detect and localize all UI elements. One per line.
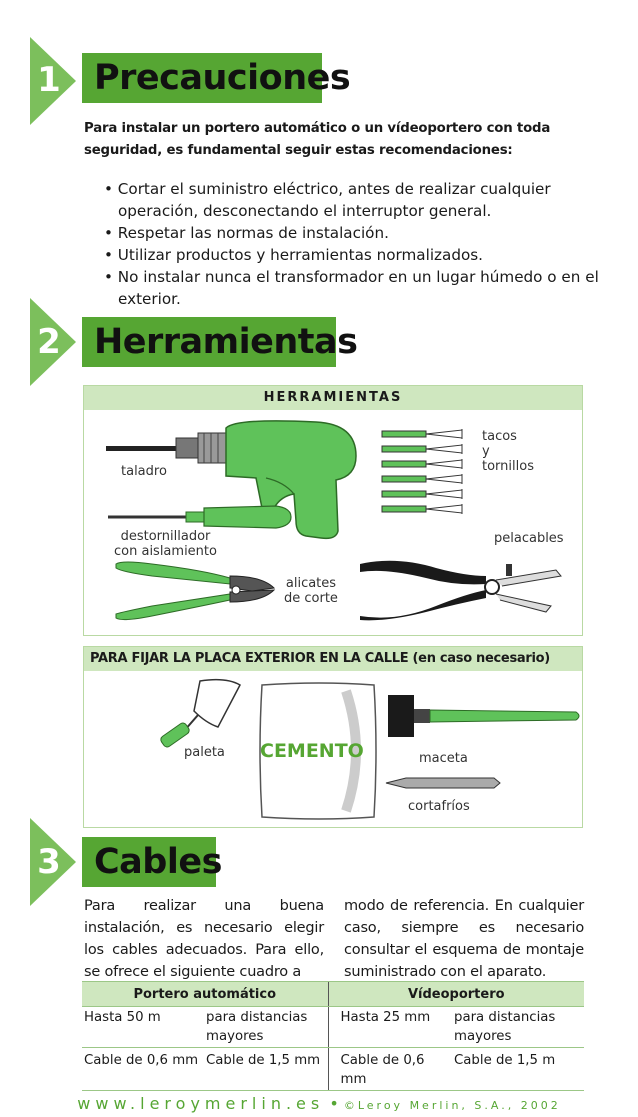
table-header: Portero automático [82,982,328,1007]
screwdriver-label-line-2: con aislamiento [114,544,217,559]
footer-copyright: ©Leroy Merlin, S.A., 2002 [343,1099,561,1112]
screwdriver-label-line-1: destornillador [120,529,211,544]
pliers-label-line-1: alicates [285,576,337,591]
table-cell: Cable de 0,6 mm [82,1048,204,1091]
list-item: • No instalar nunca el transformador en un lugar húmedo o en el exterior. [104,266,604,310]
wire-stripper-icon [356,554,568,626]
table-header: Vídeoportero [328,982,584,1007]
trowel-label: paleta [184,745,225,760]
table-header-row [82,982,584,1007]
trowel-icon [156,675,246,755]
pliers-icon [112,558,282,628]
table-cell: Cable de 1,5 mm [204,1048,328,1091]
table-cell: Hasta 50 m [82,1007,204,1048]
table-row [82,1048,584,1091]
footer-url[interactable]: www.leroymerlin.es [77,1094,325,1113]
screws-label-line-2: y [482,444,490,459]
precauciones-intro: Para instalar un portero automático o un vídeoportero con toda seguridad, es fundamental seguir estas recomendaciones: [84,121,551,158]
screws-icon [380,426,470,518]
table-cell: Cable de 1,5 m [452,1048,584,1091]
footer [0,1094,638,1113]
footer-bullet: • [329,1094,339,1113]
table-cell: para distancias mayores [452,1007,584,1048]
section-2-title: Herramientas [82,317,336,367]
list-item: • Cortar el suministro eléctrico, antes de realizar cualquier operación, desconectando el interruptor general. [104,178,604,222]
screws-label-line-3: tornillos [482,459,534,474]
table-cell: para distancias mayores [204,1007,328,1048]
list-item: • Utilizar productos y herramientas normalizados. [104,244,604,266]
drill-label: taladro [121,464,167,479]
tools-panel-title: HERRAMIENTAS [84,386,582,410]
exterior-panel-title: PARA FIJAR LA PLACA EXTERIOR EN LA CALLE (en caso necesario) [84,647,582,671]
cables-text-left: Para realizar una buena instalación, es necesario elegir los cables adecuados. Para ello, se ofrece el siguiente cuadro a [84,898,324,980]
section-2-number: 2 [37,322,61,362]
screwdriver-icon [106,502,296,532]
cables-text-right: modo de referencia. En cualquier caso, siempre es necesario consultar el esquema de montaje suministrado con el aparato. [344,898,584,980]
screws-label-line-1: tacos [482,429,517,444]
wire-stripper-label: pelacables [494,531,564,546]
chisel-icon [384,772,504,794]
table-cell: Hasta 25 mm [328,1007,452,1048]
precauciones-list [104,178,604,310]
list-item: • Respetar las normas de instalación. [104,222,604,244]
screwdriver-label [114,529,217,559]
chisel-label: cortafríos [408,799,470,814]
section-1-number: 1 [37,60,61,100]
cement-label: CEMENTO [260,740,364,762]
section-3-title: Cables [82,837,216,887]
cables-table [82,981,584,1091]
exterior-panel [83,646,583,828]
mallet-icon [386,691,586,741]
tools-panel [83,385,583,636]
mallet-label: maceta [419,751,468,766]
table-cell: Cable de 0,6 mm [328,1048,452,1091]
table-row [82,1007,584,1048]
section-1-title: Precauciones [82,53,322,103]
section-3-number: 3 [37,842,61,882]
screws-label [482,429,534,474]
pliers-label [284,576,338,606]
pliers-label-line-2: de corte [284,591,338,606]
